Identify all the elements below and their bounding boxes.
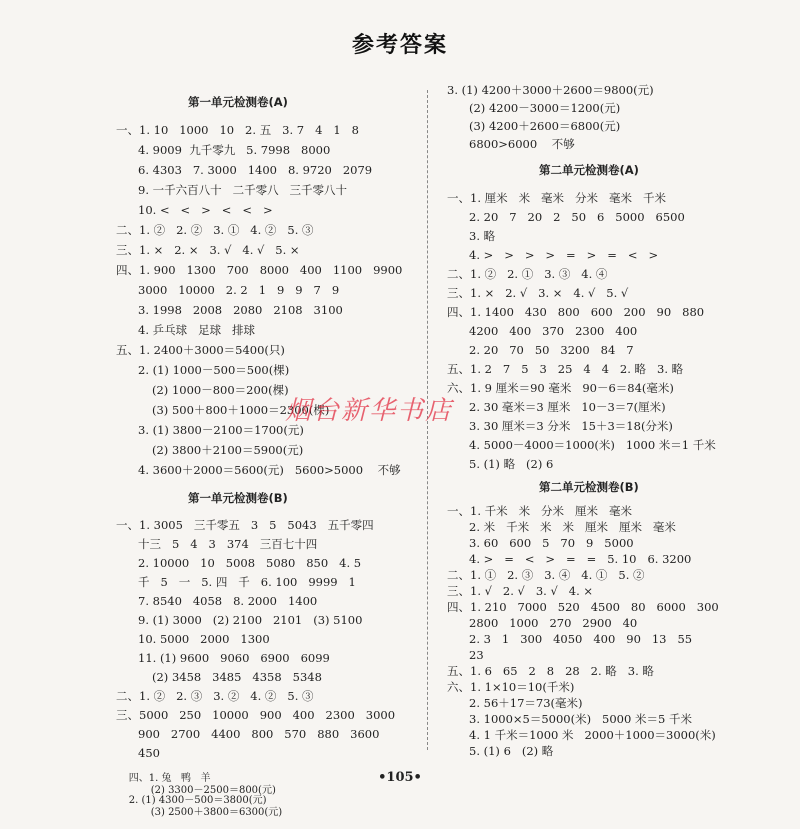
answer-line: 四、1. 210 7000 520 4500 80 6000 300 xyxy=(447,600,719,614)
answer-line: 2. 20 70 50 3200 84 7 xyxy=(469,343,634,357)
answer-line: 五、1. 6 65 2 8 28 2. 略 3. 略 xyxy=(447,664,654,678)
answer-line: 四、1. 900 1300 700 8000 400 1100 9900 xyxy=(116,263,403,277)
answer-line: 五、1. 2 7 5 3 25 4 4 2. 略 3. 略 xyxy=(447,362,684,376)
answer-line: 2. 10000 10 5008 5080 850 4. 5 xyxy=(138,556,362,570)
answer-line: (2) 1000－800＝200(棵) xyxy=(152,383,289,397)
answer-line: 11. (1) 9600 9060 6900 6099 xyxy=(138,651,330,665)
answer-line-part: 2. (1) 4300－500＝3800(元) xyxy=(128,795,267,806)
answer-line: 7. 8540 4058 8. 2000 1400 xyxy=(138,594,318,608)
answer-line: 二、1. ② 2. ① 3. ③ 4. ④ xyxy=(447,267,608,281)
watermark-text: 烟台新华书店 xyxy=(285,396,454,426)
answer-line-part xyxy=(129,784,135,795)
answer-line: 900 2700 4400 800 570 880 3600 xyxy=(138,727,380,741)
answer-line: 4. 5000－4000＝1000(米) 1000 米＝1 千米 xyxy=(469,438,716,452)
answer-line: 3. 1998 2008 2080 2108 3100 xyxy=(138,303,343,317)
answer-line: (3) 500＋800＋1000＝2300(棵) xyxy=(152,403,330,417)
answer-line: 9. 一千六百八十 二千零八 三千零八十 xyxy=(138,183,348,197)
answer-line: 3. 60 600 5 70 9 5000 xyxy=(469,536,634,550)
answer-line xyxy=(138,774,282,829)
section-heading-unit1-a: 第一单元检测卷(A) xyxy=(188,95,288,109)
answer-line: (3) 4200＋2600＝6800(元) xyxy=(469,119,621,133)
answer-line: 十三 5 4 3 374 三百七十四 xyxy=(138,537,318,551)
answer-line: 千 5 一 5. 四 千 6. 100 9999 1 xyxy=(138,575,356,589)
answer-line: (2) 3458 3485 4358 5348 xyxy=(152,670,322,684)
answer-line: 5. (1) 6 (2) 略 xyxy=(469,744,554,758)
answer-line: 三、5000 250 10000 900 400 2300 3000 xyxy=(116,708,396,722)
answer-line: 三、1. √ 2. √ 3. √ 4. × xyxy=(447,584,594,598)
answer-line: 4. 9009 九千零九 5. 7998 8000 xyxy=(138,143,331,157)
answer-line: 23 xyxy=(469,648,484,662)
answer-line-part: (3) 2500＋3800＝6300(元) xyxy=(150,807,283,818)
answer-line: 450 xyxy=(138,746,160,760)
answer-line: 4. > = < > = = 5. 10 6. 3200 xyxy=(469,552,692,566)
answer-line: 二、1. ② 2. ② 3. ① 4. ② 5. ③ xyxy=(116,223,314,237)
answer-line-part xyxy=(151,796,157,807)
answer-line: 3. (1) 4200＋3000＋2600＝9800(元) xyxy=(447,83,654,97)
answer-line: 一、1. 厘米 米 毫米 分米 毫米 千米 xyxy=(447,191,666,205)
answer-line: 六、1. 1×10＝10(千米) xyxy=(447,680,575,694)
answer-line: 10. < < > < < > xyxy=(138,203,273,217)
answer-line: 4. 1 千米＝1000 米 2000＋1000＝3000(米) xyxy=(469,728,716,742)
answer-line: 2. 30 毫米＝3 厘米 10－3＝7(厘米) xyxy=(469,400,666,414)
answer-line: 2. 20 7 20 2 50 6 5000 6500 xyxy=(469,210,685,224)
answer-line: 三、1. × 2. √ 3. × 4. √ 5. √ xyxy=(447,286,629,300)
answer-line: 三、1. × 2. × 3. √ 4. √ 5. × xyxy=(116,243,300,257)
answer-line-part: 四、1. 兔 鸭 羊 xyxy=(128,773,211,784)
answer-line: 3000 10000 2. 2 1 9 9 7 9 xyxy=(138,283,340,297)
answer-line: 2. 3 1 300 4050 400 90 13 55 xyxy=(469,632,693,646)
answer-line: 6. 4303 7. 3000 1400 8. 9720 2079 xyxy=(138,163,373,177)
answer-line: 10. 5000 2000 1300 xyxy=(138,632,270,646)
answer-line: 一、1. 10 1000 10 2. 五 3. 7 4 1 8 xyxy=(116,123,359,137)
answer-line: 2. 56＋17＝73(毫米) xyxy=(469,696,583,710)
answer-line: 一、1. 千米 米 分米 厘米 毫米 xyxy=(447,504,632,518)
answer-line: (2) 3800＋2100＝5900(元) xyxy=(152,443,304,457)
answer-line: 二、1. ② 2. ③ 3. ② 4. ② 5. ③ xyxy=(116,689,314,703)
answer-line: 五、1. 2400＋3000＝5400(只) xyxy=(116,343,285,357)
answer-line: 3. 1000×5＝5000(米) 5000 米＝5 千米 xyxy=(469,712,692,726)
answer-line: 一、1. 3005 三千零五 3 5 5043 五千零四 xyxy=(116,518,374,532)
answer-line: 4. 乒乓球 足球 排球 xyxy=(138,323,256,337)
page-number: •105• xyxy=(378,770,422,785)
answer-line: 3. 略 xyxy=(469,229,496,243)
answer-line: 二、1. ① 2. ③ 3. ④ 4. ① 5. ② xyxy=(447,568,645,582)
section-heading-unit2-b: 第二单元检测卷(B) xyxy=(539,480,639,494)
answer-line: 4. 3600＋2000＝5600(元) 5600>5000 不够 xyxy=(138,463,401,477)
answer-line: 9. (1) 3000 (2) 2100 2101 (3) 5100 xyxy=(138,613,363,627)
answer-line: 3. 30 厘米＝3 分米 15＋3＝18(分米) xyxy=(469,419,673,433)
page-title: 参考答案 xyxy=(351,33,448,58)
answer-line: 2. (1) 1000－500＝500(棵) xyxy=(138,363,290,377)
answer-line: 5. (1) 略 (2) 6 xyxy=(469,457,554,471)
section-heading-unit2-a: 第二单元检测卷(A) xyxy=(539,163,639,177)
answer-line: (2) 4200－3000＝1200(元) xyxy=(469,101,621,115)
answer-line: 六、1. 9 厘米＝90 毫米 90－6＝84(毫米) xyxy=(447,381,674,395)
answer-line: 6800>6000 不够 xyxy=(469,137,575,151)
answer-line: 4. > > > > = > = < > xyxy=(469,248,659,262)
answer-line: 4200 400 370 2300 400 xyxy=(469,324,638,338)
answer-line: 四、1. 1400 430 800 600 200 90 880 xyxy=(447,305,705,319)
answer-line-part: (2) 3300－2500＝800(元) xyxy=(150,785,276,796)
answer-line: 2800 1000 270 2900 40 xyxy=(469,616,638,630)
section-heading-unit1-b: 第一单元检测卷(B) xyxy=(188,491,288,505)
answer-line: 2. 米 千米 米 米 厘米 厘米 毫米 xyxy=(469,520,676,534)
answer-line: 3. (1) 3800－2100＝1700(元) xyxy=(138,423,304,437)
